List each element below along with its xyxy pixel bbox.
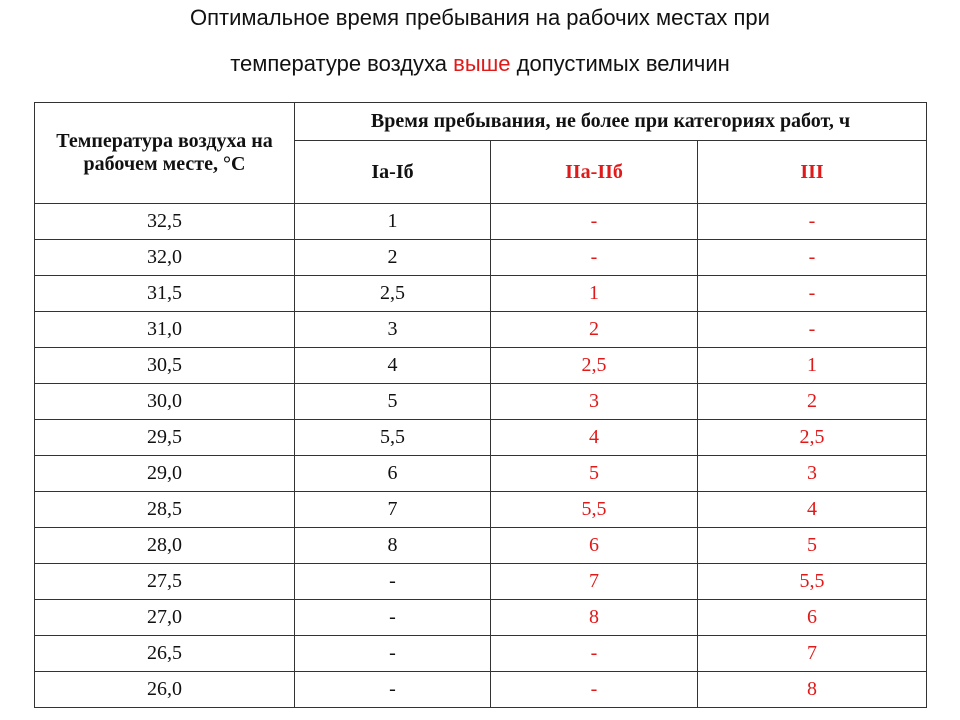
- category-1-cell: 5: [295, 384, 491, 420]
- table-row: [35, 384, 927, 420]
- table-row: [35, 420, 927, 456]
- temperature-cell: 26,5: [35, 636, 295, 672]
- category-3-cell: -: [698, 276, 927, 312]
- category-2-cell: 1: [491, 276, 698, 312]
- table-row: [35, 204, 927, 240]
- category-2-cell: -: [491, 204, 698, 240]
- category-1-cell: -: [295, 564, 491, 600]
- table-row: [35, 456, 927, 492]
- temperature-cell: 29,5: [35, 420, 295, 456]
- category-2-cell: -: [491, 636, 698, 672]
- page-title-line-2: [0, 51, 960, 77]
- table-row: [35, 348, 927, 384]
- title-highlight-word: выше: [453, 51, 511, 76]
- title-text-before: температуре воздуха: [230, 51, 454, 76]
- category-1-cell: -: [295, 672, 491, 708]
- category-3-cell: 2: [698, 384, 927, 420]
- category-2-cell: 3: [491, 384, 698, 420]
- category-1-cell: 7: [295, 492, 491, 528]
- table-header-row-1: [35, 103, 927, 141]
- category-1-cell: -: [295, 600, 491, 636]
- table-row: [35, 240, 927, 276]
- table-row: [35, 636, 927, 672]
- category-3-cell: 3: [698, 456, 927, 492]
- category-header-3: III: [698, 141, 927, 204]
- category-3-cell: -: [698, 312, 927, 348]
- category-3-cell: 5,5: [698, 564, 927, 600]
- page-title-line-1: Оптимальное время пребывания на рабочих местах при: [190, 5, 770, 30]
- category-header-2: IIа-IIб: [491, 141, 698, 204]
- category-2-cell: 5: [491, 456, 698, 492]
- table-row: [35, 564, 927, 600]
- table-row: [35, 600, 927, 636]
- temperature-cell: 31,5: [35, 276, 295, 312]
- temperature-cell: 27,5: [35, 564, 295, 600]
- category-3-cell: -: [698, 240, 927, 276]
- category-1-cell: 4: [295, 348, 491, 384]
- temperature-column-header: Температура воздуха на рабочем месте, °С: [35, 103, 295, 204]
- category-3-cell: -: [698, 204, 927, 240]
- exposure-time-table: [34, 102, 927, 708]
- category-3-cell: 4: [698, 492, 927, 528]
- temperature-cell: 32,0: [35, 240, 295, 276]
- table-row: [35, 672, 927, 708]
- category-2-cell: 7: [491, 564, 698, 600]
- category-3-cell: 1: [698, 348, 927, 384]
- category-1-cell: 2: [295, 240, 491, 276]
- category-1-cell: 1: [295, 204, 491, 240]
- temperature-cell: 30,5: [35, 348, 295, 384]
- exposure-time-group-header: Время пребывания, не более при категориях работ, ч: [295, 103, 927, 141]
- category-2-cell: -: [491, 240, 698, 276]
- category-3-cell: 2,5: [698, 420, 927, 456]
- category-2-cell: 2: [491, 312, 698, 348]
- category-2-cell: 6: [491, 528, 698, 564]
- temperature-cell: 29,0: [35, 456, 295, 492]
- category-1-cell: 6: [295, 456, 491, 492]
- category-1-cell: 2,5: [295, 276, 491, 312]
- temperature-cell: 26,0: [35, 672, 295, 708]
- category-1-cell: -: [295, 636, 491, 672]
- category-2-cell: 2,5: [491, 348, 698, 384]
- table-row: [35, 528, 927, 564]
- category-2-cell: -: [491, 672, 698, 708]
- table-row: [35, 312, 927, 348]
- category-1-cell: 8: [295, 528, 491, 564]
- category-3-cell: 6: [698, 600, 927, 636]
- table-body: [35, 204, 927, 708]
- temperature-cell: 30,0: [35, 384, 295, 420]
- table-row: [35, 276, 927, 312]
- category-1-cell: 5,5: [295, 420, 491, 456]
- temperature-cell: 31,0: [35, 312, 295, 348]
- temperature-cell: 27,0: [35, 600, 295, 636]
- temperature-cell: 32,5: [35, 204, 295, 240]
- category-1-cell: 3: [295, 312, 491, 348]
- category-3-cell: 5: [698, 528, 927, 564]
- title-text-after: допустимых величин: [510, 51, 730, 76]
- category-3-cell: 8: [698, 672, 927, 708]
- category-2-cell: 8: [491, 600, 698, 636]
- table-row: [35, 492, 927, 528]
- category-header-1: Iа-Iб: [295, 141, 491, 204]
- temperature-cell: 28,5: [35, 492, 295, 528]
- temperature-cell: 28,0: [35, 528, 295, 564]
- category-2-cell: 4: [491, 420, 698, 456]
- category-3-cell: 7: [698, 636, 927, 672]
- category-2-cell: 5,5: [491, 492, 698, 528]
